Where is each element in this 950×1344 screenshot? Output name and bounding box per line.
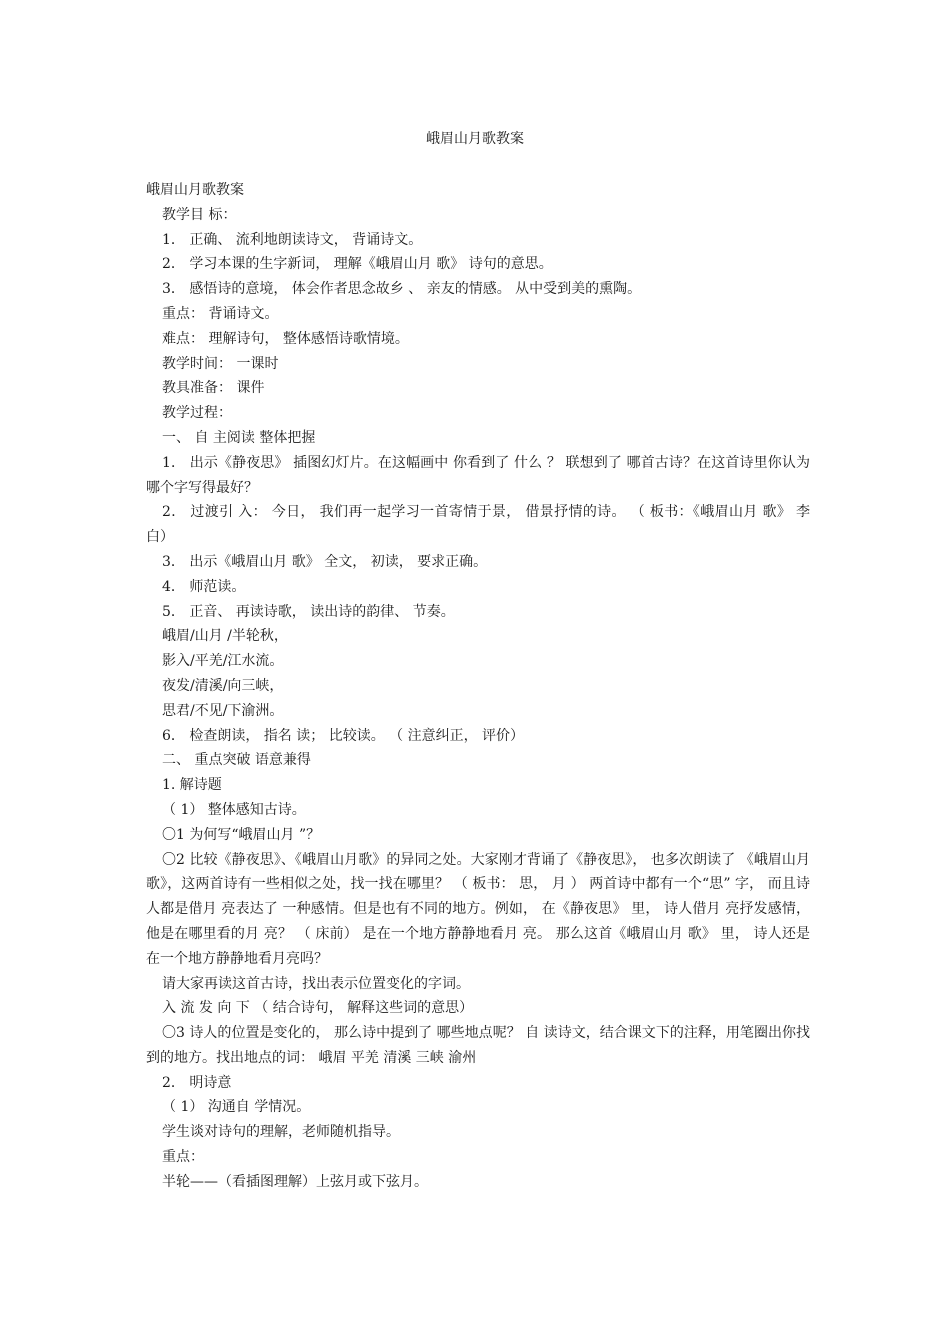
poem-line: 思君/不见/下渝洲。 — [162, 702, 284, 719]
subsection-heading: 1. 解诗题 — [162, 777, 222, 794]
section-heading-two: 二、 重点突破 语意兼得 — [162, 752, 311, 769]
sub-item: （ 1） 沟通自 学情况。 — [162, 1099, 311, 1116]
question-item: 〇2 比较《静夜思》、《峨眉山月歌》的异同之处。大家刚才背诵了《静夜思》， 也多次朗读了 《峨眉山月 歌》，这两首诗有一些相似之处，找一找在哪里？ （ 板书： 思， 月 ） 两首诗中都有一个“思” 字， 而且诗人都是借月 亮表达了 一种感情。但是也有不同的地方。例如， 在《静夜思》 里， 诗人借月 亮抒发感情， 他是在哪里看的月 亮？ （ 床前） 是在一个地方静静地看月 亮。 那么这首《峨眉山月 歌》 里， 诗人还是在一个地方静静地看月亮吗？ — [146, 851, 810, 967]
section-heading-one: 一、 自 主阅读 整体把握 — [162, 429, 316, 446]
instruction: 学生谈对诗句的理解，老师随机指导。 — [162, 1124, 400, 1141]
poem-line: 峨眉/山月 /半轮秋， — [162, 628, 288, 645]
process-step: 2． 过渡引 入： 今日， 我们再一起学习一首寄情于景， 借景抒情的诗。 （ 板书：《峨眉山月 歌》 李白） — [146, 504, 810, 546]
question-item: 〇1 为何写“峨眉山月 ”？ — [162, 826, 321, 843]
section-label-goals: 教学目 标： — [162, 206, 237, 223]
sub-item: （ 1） 整体感知古诗。 — [162, 801, 306, 818]
goal-item: 3． 感悟诗的意境， 体会作者思念故乡 、 亲友的情感。 从中受到美的熏陶。 — [162, 281, 642, 298]
difficult-point: 难点： 理解诗句， 整体感悟诗歌情境。 — [162, 330, 409, 347]
keyword-list: 入 流 发 向 下 （ 结合诗句， 解释这些词的意思） — [162, 1000, 474, 1017]
key-point: 重点： 背诵诗文。 — [162, 305, 279, 322]
body-heading: 峨眉山月歌教案 — [146, 182, 244, 198]
key-label: 重点： — [162, 1149, 204, 1166]
poem-line: 夜发/清溪/向三峡， — [162, 677, 284, 694]
section-label-process: 教学过程： — [162, 405, 232, 422]
document-title: 峨眉山月歌教案 — [426, 131, 524, 147]
poem-line: 影入/平羌/江水流。 — [162, 653, 284, 670]
explanation: 半轮——（看插图理解）上弦月或下弦月。 — [162, 1173, 428, 1190]
question-item: 〇3 诗人的位置是变化的， 那么诗中提到了 哪些地点呢？ 自 读诗文，结合课文下的注释，用笔圈出你找到的地方。找出地点的词： 峨眉 平羌 清溪 三峡 渝州 — [146, 1025, 810, 1066]
process-step: 4． 师范读。 — [162, 578, 246, 595]
goal-item: 1． 正确、 流利地朗读诗文， 背诵诗文。 — [162, 231, 423, 248]
subsection-heading: 2． 明诗意 — [162, 1074, 232, 1091]
teaching-time: 教学时间： 一课时 — [162, 355, 279, 372]
process-step: 1． 出示《静夜思》 插图幻灯片。在这幅画中 你看到了 什么 ？ 联想到了 哪首古诗？在这首诗里你认为哪个字写得最好？ — [146, 454, 810, 496]
document-body — [146, 178, 810, 1195]
process-step: 3． 出示《峨眉山月 歌》 全文， 初读， 要求正确。 — [162, 553, 488, 570]
instruction: 请大家再读这首古诗，找出表示位置变化的字词。 — [162, 975, 470, 992]
goal-item: 2． 学习本课的生字新词， 理解《峨眉山月 歌》 诗句的意思。 — [162, 256, 553, 273]
teaching-tools: 教具准备： 课件 — [162, 380, 265, 397]
process-step: 5． 正音、 再读诗歌， 读出诗的韵律、 节奏。 — [162, 603, 455, 620]
process-step: 6． 检查朗读， 指名 读； 比较读。 （ 注意纠正， 评价） — [162, 727, 525, 744]
